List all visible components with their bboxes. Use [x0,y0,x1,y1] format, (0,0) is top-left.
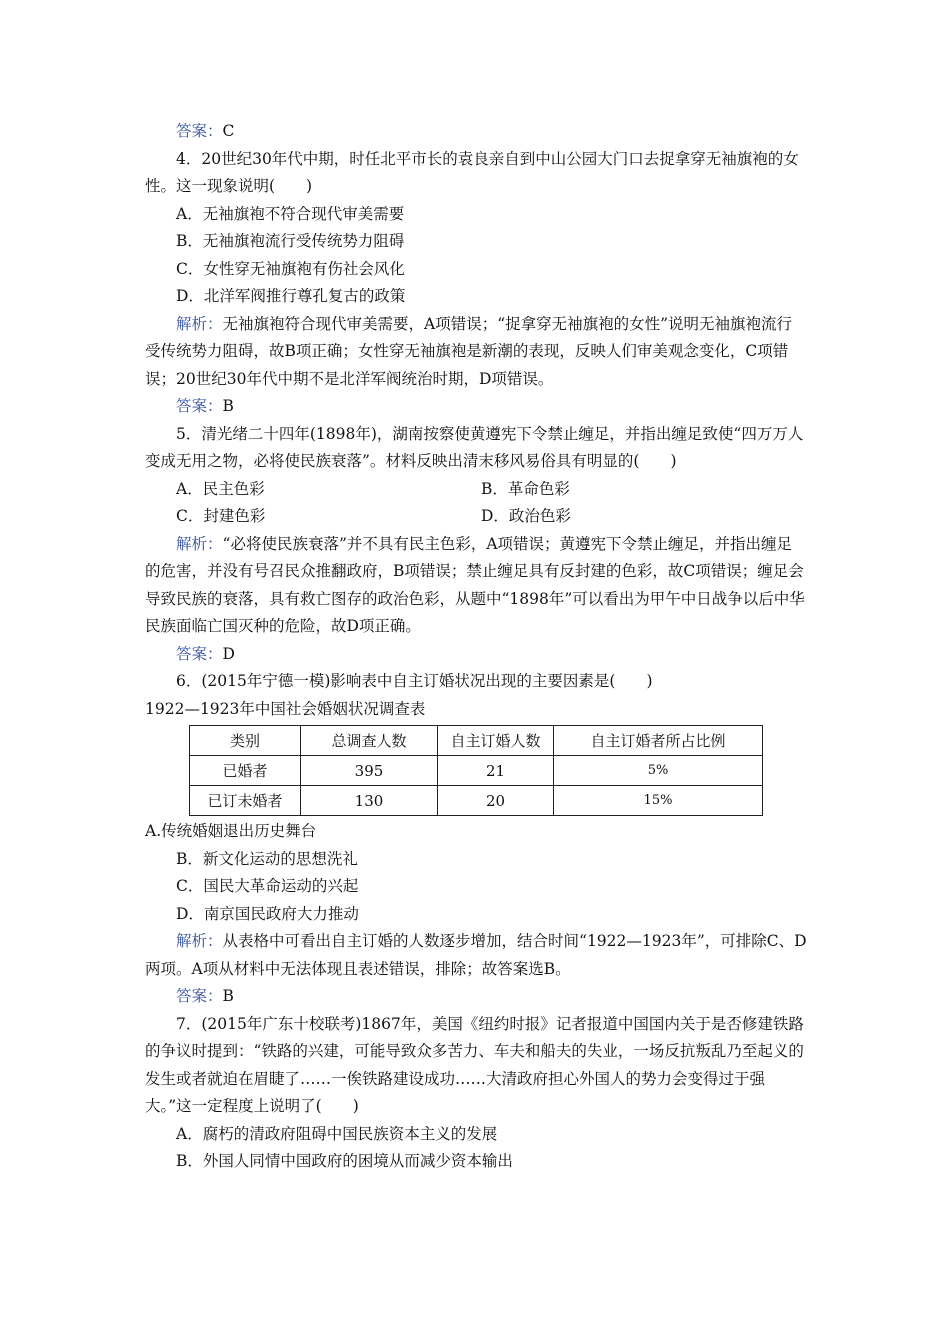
table-row [190,786,763,816]
table-cell: 已订未婚者 [190,786,301,816]
q6-analysis [145,928,807,983]
q6-option-b: B．新文化运动的思想洗礼 [176,849,358,868]
answer-label: 答案： [176,397,223,415]
table-header-row [190,726,763,756]
table-cell: 395 [301,756,438,786]
table-cell: 15% [554,786,763,816]
q7-stem: 7．(2015年广东十校联考)1867年，美国《纽约时报》记者报道中国国内关于是否修建铁路的争议时提到：“铁路的兴建，可能导致众多苦力、车夫和船夫的失业，一场反抗叛乱乃至起义的发生或者就迫在眉睫了……一俟铁路建设成功……大清政府担心外国人的势力会变得过于强大。”这一定程度上说明了( ) [145,1014,804,1115]
q6-option-c: C．国民大革命运动的兴起 [176,877,359,895]
q6-stem: 6．(2015年宁德一模)影响表中自主订婚状况出现的主要因素是( ) [176,672,653,690]
table-cell: 5% [554,756,763,786]
q3-answer [145,118,807,146]
answer-label: 答案： [176,122,223,140]
table-header-cell: 类别 [190,726,301,756]
analysis-label: 解析： [176,534,223,553]
q5-options-row-2 [145,503,807,531]
answer-label: 答案： [176,644,223,663]
q4-option-a: A．无袖旗袍不符合现代审美需要 [176,204,405,223]
analysis-label: 解析： [176,932,223,950]
q4-option-c: C．女性穿无袖旗袍有伤社会风化 [176,259,405,278]
q5-option-d: D．政治色彩 [481,507,571,525]
q4-analysis [145,311,807,394]
q4-option-b: B．无袖旗袍流行受传统势力阻碍 [176,232,405,250]
answer-value: C [222,122,235,140]
q4-stem: 4．20世纪30年代中期，时任北平市长的袁良亲自到中山公园大门口去捉拿穿无袖旗袍的女性。这一现象说明( ) [145,149,799,195]
table-row [190,756,763,786]
q6-answer [145,983,807,1011]
q4-option-d: D．北洋军阀推行尊孔复古的政策 [176,287,406,305]
q6-option-a: A.传统婚姻退出历史舞台 [145,822,317,840]
analysis-label: 解析： [176,314,223,333]
q5-answer [145,641,807,669]
table-cell: 已婚者 [190,756,301,786]
q7-option-a: A．腐朽的清政府阻碍中国民族资本主义的发展 [176,1124,498,1143]
answer-label: 答案： [176,987,223,1005]
question-content [145,118,807,1176]
q5-option-a: A．民主色彩 [176,479,265,498]
table-header-cell: 自主订婚者所占比例 [554,726,763,756]
table-header-cell: 自主订婚人数 [438,726,554,756]
q5-option-b: B．革命色彩 [481,479,570,498]
answer-value: B [222,397,234,415]
q5-analysis [145,531,807,641]
answer-value: B [222,987,234,1005]
q4-answer [145,393,807,421]
q5-stem: 5．清光绪二十四年(1898年)，湖南按察使黄遵宪下令禁止缠足，并指出缠足致使“四万万人变成无用之物，必将使民族衰落”。材料反映出清末移风易俗具有明显的( ) [145,424,804,470]
analysis-text: 从表格中可看出自主订婚的人数逐步增加，结合时间“1922—1923年”，可排除C、D两项。A项从材料中无法体现且表述错误，排除；故答案选B。 [145,932,807,978]
q5-option-c: C．封建色彩 [176,507,266,525]
q6-option-d: D．南京国民政府大力推动 [176,904,359,923]
q5-options-row-1 [145,476,807,504]
analysis-text: “必将使民族衰落”并不具有民主色彩，A项错误；黄遵宪下令禁止缠足，并指出缠足的危害，并没有号召民众推翻政府，B项错误；禁止缠足具有反封建的色彩，故C项错误；缠足会导致民族的衰落，具有救亡图存的政治色彩，从题中“1898年”可以看出为甲午中日战争以后中华民族面临亡国灭种的危险，故D项正确。 [145,534,805,635]
table-title: 1922—1923年中国社会婚姻状况调查表 [145,699,426,718]
answer-value: D [222,644,235,663]
analysis-text: 无袖旗袍符合现代审美需要，A项错误；“捉拿穿无袖旗袍的女性”说明无袖旗袍流行受传统势力阻碍，故B项正确；女性穿无袖旗袍是新潮的表现，反映人们审美观念变化，C项错误；20世纪30年代中期不是北洋军阀统治时期，D项错误。 [145,314,793,388]
table-cell: 130 [301,786,438,816]
table-header-cell: 总调查人数 [301,726,438,756]
q7-option-b: B．外国人同情中国政府的困境从而减少资本输出 [176,1152,513,1170]
table-cell: 21 [438,756,554,786]
table-cell: 20 [438,786,554,816]
survey-table [189,725,763,816]
